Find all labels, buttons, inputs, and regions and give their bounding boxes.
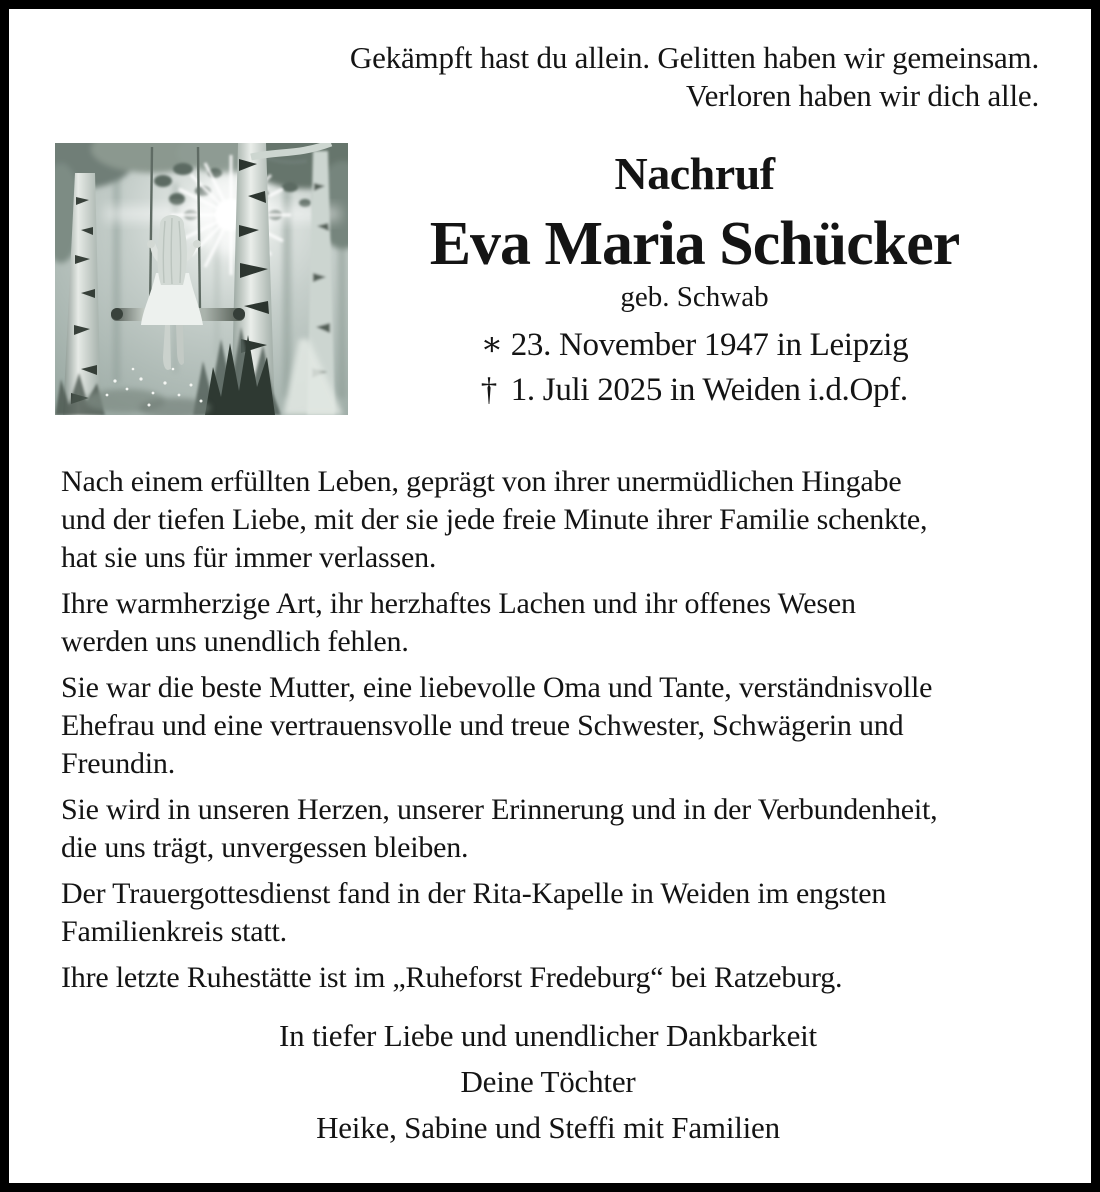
obituary-body xyxy=(55,463,1041,997)
closing-block xyxy=(55,1013,1041,1151)
maiden-name: geb. Schwab xyxy=(620,281,769,313)
quote-line-1: Gekämpft hast du allein. Gelitten haben wir gemeinsam. xyxy=(349,40,1039,75)
closing-relation: Deine Töchter xyxy=(460,1064,636,1099)
death-date-text: 1. Juli 2025 in Weiden i.d.Opf. xyxy=(510,372,908,408)
closing-names: Heike, Sabine und Steffi mit Familien xyxy=(316,1110,780,1145)
obituary-paragraph xyxy=(61,669,1041,783)
girl-on-swing-illustration xyxy=(55,143,348,415)
birth-date-line xyxy=(481,323,909,368)
closing-dedication: In tiefer Liebe und unendlicher Dankbarkeit xyxy=(279,1018,817,1053)
text-line: Ihre letzte Ruhestätte ist im „Ruheforst Fredeburg“ bei Ratzeburg. xyxy=(61,961,843,994)
obituary-paragraph xyxy=(61,463,1041,577)
text-line: Ihre warmherzige Art, ihr herzhaftes Lachen und ihr offenes Wesen xyxy=(61,587,856,620)
birth-date-text: 23. November 1947 in Leipzig xyxy=(510,327,909,363)
obituary-paragraph xyxy=(61,875,1041,951)
quote-line-2: Verloren haben wir dich alle. xyxy=(685,78,1039,113)
text-line: Familienkreis statt. xyxy=(61,915,287,948)
text-line: Sie wird in unseren Herzen, unserer Erinnerung und in der Verbundenheit, xyxy=(61,793,938,826)
notice-inner xyxy=(9,9,1091,1183)
birth-star-icon: ∗ xyxy=(480,327,503,363)
obituary-paragraph xyxy=(61,791,1041,867)
text-line: Freundin. xyxy=(61,747,176,780)
obituary-paragraph xyxy=(61,585,1041,661)
text-line: Ehefrau und eine vertrauensvolle und treue Schwester, Schwägerin und xyxy=(61,709,904,742)
memorial-photo xyxy=(55,143,348,415)
text-line: werden uns unendlich fehlen. xyxy=(61,625,409,658)
text-line: Nach einem erfüllten Leben, geprägt von ihrer unermüdlichen Hingabe xyxy=(61,465,902,498)
death-dagger-icon: † xyxy=(480,372,497,408)
memorial-quote xyxy=(55,39,1041,115)
text-line: die uns trägt, unvergessen bleiben. xyxy=(61,831,469,864)
text-line: hat sie uns für immer verlassen. xyxy=(61,541,437,574)
death-date-line xyxy=(481,368,909,413)
text-line: und der tiefen Liebe, mit der sie jede freie Minute ihrer Familie schenkte, xyxy=(61,503,928,536)
obituary-paragraph xyxy=(61,959,1041,997)
deceased-name: Eva Maria Schücker xyxy=(429,210,960,278)
text-line: Sie war die beste Mutter, eine liebevolle Oma und Tante, verständnisvolle xyxy=(61,671,933,704)
life-dates xyxy=(481,323,909,413)
header-text xyxy=(348,143,1041,413)
notice-type-title: Nachruf xyxy=(614,148,775,199)
text-line: Der Trauergottesdienst fand in der Rita-Kapelle in Weiden im engsten xyxy=(61,877,887,910)
header-row xyxy=(55,143,1041,415)
